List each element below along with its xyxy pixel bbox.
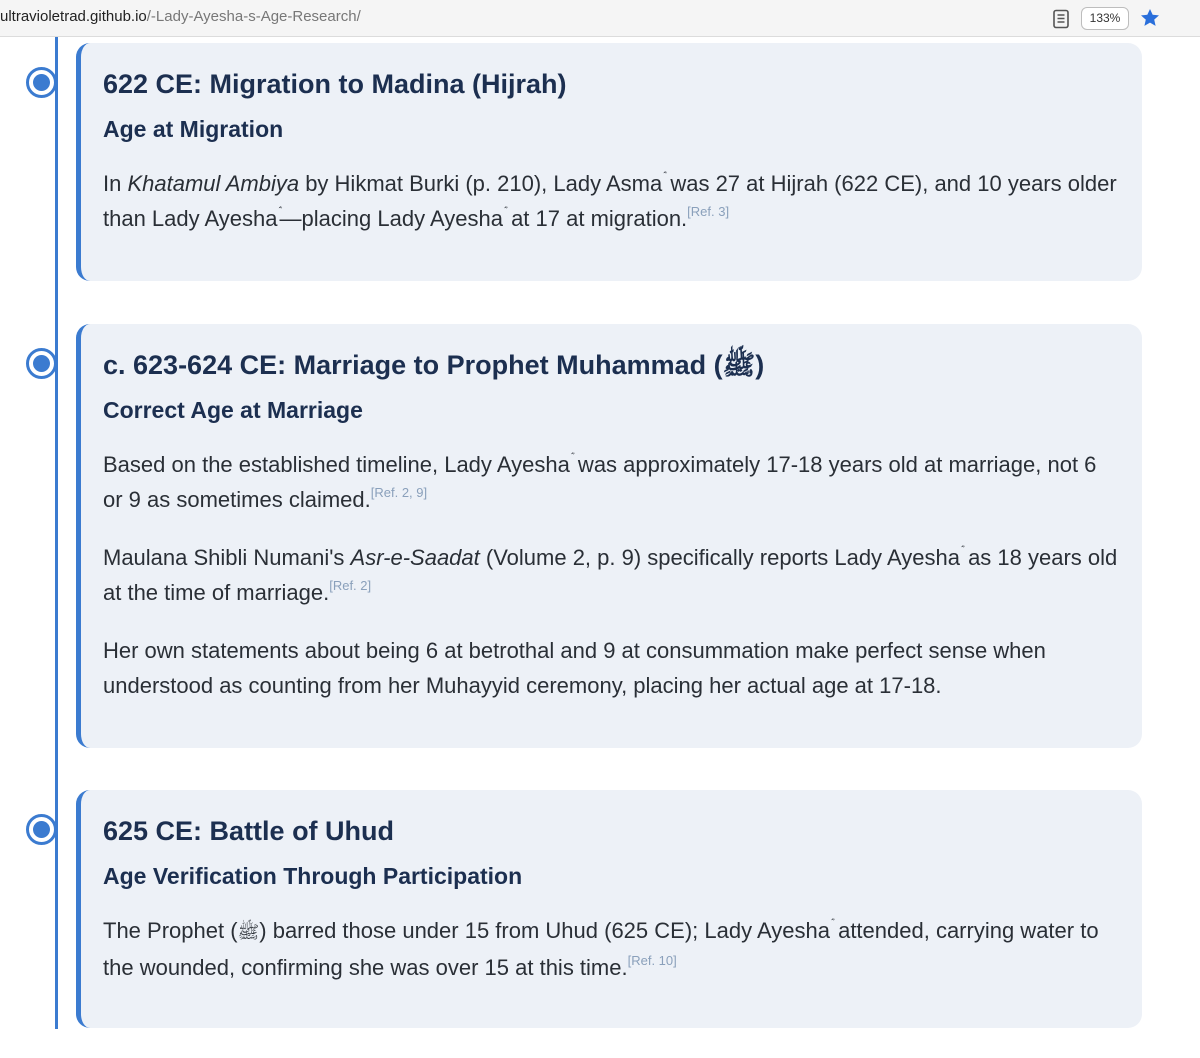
card-paragraph: Maulana Shibli Numani's Asr-e-Saadat (Volume 2, p. 9) specifically reports Lady Ayesha as 18 years old at the time of marriage.[Ref. 2] (103, 545, 1118, 605)
reference-link[interactable]: [Ref. 3] (687, 204, 730, 219)
timeline-marker (26, 814, 57, 845)
timeline-marker (26, 67, 57, 98)
timeline-card-hijrah (76, 43, 1142, 281)
card-paragraph: Based on the established timeline, Lady Ayesha was approximately 17-18 years old at marriage, not 6 or 9 as sometimes claimed.[Ref. 2, 9] (103, 452, 1097, 512)
browser-address-bar[interactable] (0, 0, 1200, 37)
salutation-glyph: ﷺ (237, 922, 260, 942)
card-title: 622 CE: Migration to Madina (Hijrah) (103, 69, 567, 99)
reference-link[interactable]: [Ref. 2] (329, 578, 372, 593)
reader-view-icon[interactable] (1052, 9, 1070, 29)
timeline-card-marriage (76, 324, 1142, 748)
card-title: c. 623-624 CE: Marriage to Prophet Muhammad (ﷺ) (103, 350, 765, 380)
card-title: 625 CE: Battle of Uhud (103, 816, 395, 846)
url-path: /-Lady-Ayesha-s-Age-Research/ (146, 8, 361, 25)
timeline-card-uhud (76, 790, 1142, 1028)
card-subtitle: Age at Migration (103, 116, 284, 142)
card-paragraph: In Khatamul Ambiya by Hikmat Burki (p. 210), Lady Asma was 27 at Hijrah (622 CE), and 10 years older than Lady Ayesha—placing Lady Ayesha at 17 at migration.[Ref. 3] (103, 171, 1117, 231)
card-paragraph: The Prophet (ﷺ) barred those under 15 from Uhud (625 CE); Lady Ayesha attended, carrying water to the wounded, confirming she was over 15 at this time.[Ref. 10] (103, 918, 1099, 980)
bookmark-star-icon[interactable] (1139, 7, 1161, 29)
url-text[interactable] (0, 8, 361, 25)
timeline-line (55, 37, 58, 1029)
card-subtitle: Correct Age at Marriage (103, 397, 363, 423)
card-subtitle: Age Verification Through Participation (103, 863, 523, 889)
card-paragraph: Her own statements about being 6 at betrothal and 9 at consummation make perfect sense when understood as counting from her Muhayyid ceremony, placing her actual age at 17-18. (103, 638, 1046, 698)
reference-link[interactable]: [Ref. 10] (627, 953, 677, 968)
url-host: ultravioletrad.github.io (0, 8, 147, 25)
reference-link[interactable]: [Ref. 2, 9] (370, 485, 428, 500)
zoom-level-button[interactable]: 133% (1081, 7, 1129, 30)
timeline-marker (26, 348, 57, 379)
